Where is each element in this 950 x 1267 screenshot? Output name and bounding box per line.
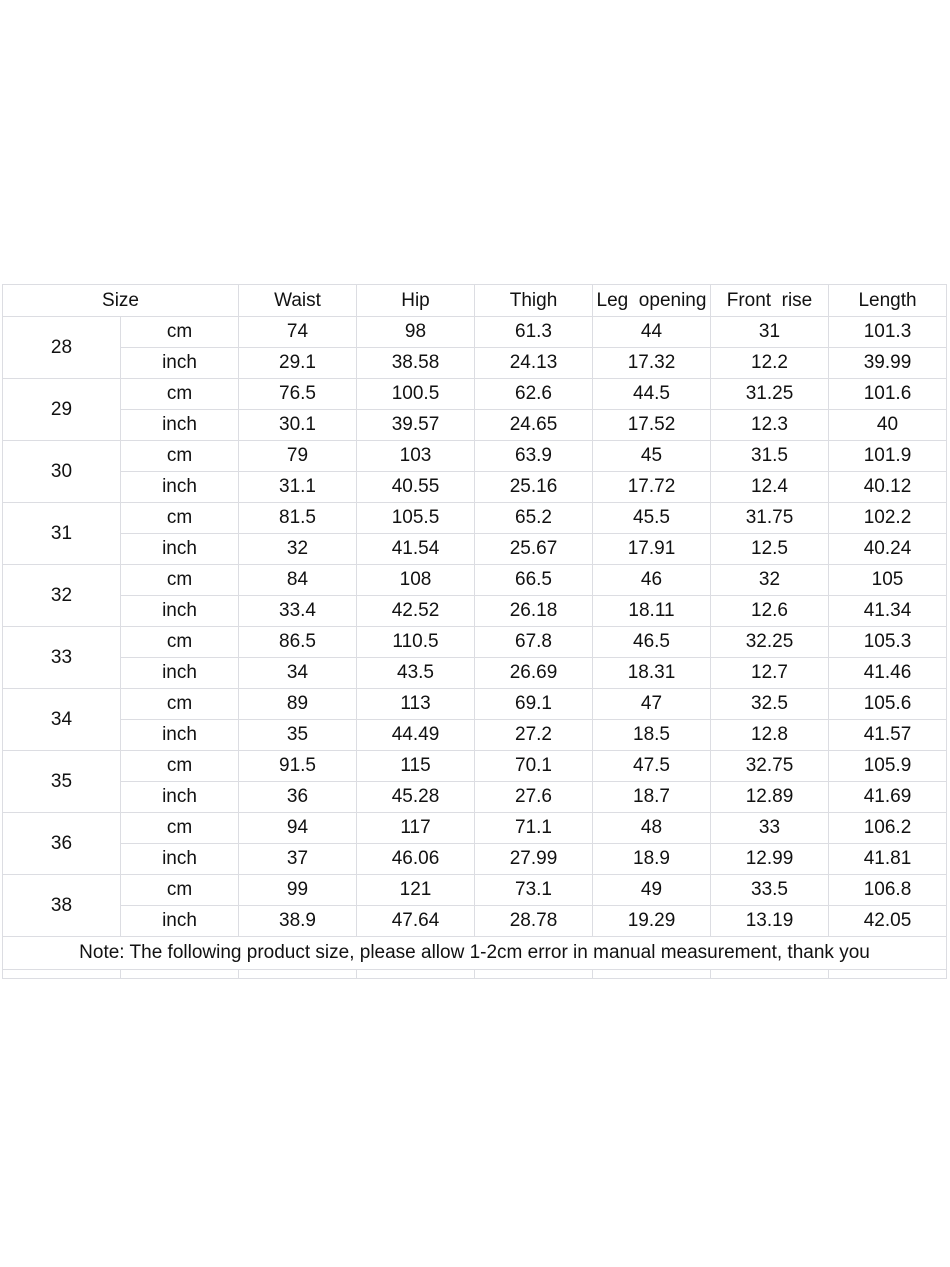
length-cell: 40 (829, 410, 947, 441)
leg-opening-cell: 17.52 (593, 410, 711, 441)
hip-cell: 46.06 (357, 844, 475, 875)
hip-cell: 117 (357, 813, 475, 844)
front-rise-cell: 31.75 (711, 503, 829, 534)
unit-label: cm (121, 565, 239, 596)
header-waist: Waist (239, 285, 357, 317)
unit-label: inch (121, 472, 239, 503)
waist-cell: 38.9 (239, 906, 357, 937)
size-cell: 35 (3, 751, 121, 813)
unit-label: inch (121, 658, 239, 689)
front-rise-cell: 33.5 (711, 875, 829, 906)
hip-cell: 100.5 (357, 379, 475, 410)
table-row (3, 875, 947, 906)
waist-cell: 89 (239, 689, 357, 720)
size-cell: 32 (3, 565, 121, 627)
thigh-cell: 26.18 (475, 596, 593, 627)
header-leg-opening: Leg opening (593, 285, 711, 317)
waist-cell: 84 (239, 565, 357, 596)
header-row (3, 285, 947, 317)
hip-cell: 113 (357, 689, 475, 720)
leg-opening-cell: 17.72 (593, 472, 711, 503)
length-cell: 106.2 (829, 813, 947, 844)
front-rise-cell: 32.5 (711, 689, 829, 720)
table-row (3, 782, 947, 813)
table-row (3, 813, 947, 844)
empty-cell (121, 970, 239, 979)
table-row (3, 751, 947, 782)
hip-cell: 39.57 (357, 410, 475, 441)
unit-label: cm (121, 317, 239, 348)
size-cell: 33 (3, 627, 121, 689)
thigh-cell: 24.13 (475, 348, 593, 379)
front-rise-cell: 13.19 (711, 906, 829, 937)
hip-cell: 41.54 (357, 534, 475, 565)
waist-cell: 34 (239, 658, 357, 689)
unit-label: inch (121, 844, 239, 875)
front-rise-cell: 12.89 (711, 782, 829, 813)
leg-opening-cell: 48 (593, 813, 711, 844)
hip-cell: 103 (357, 441, 475, 472)
thigh-cell: 28.78 (475, 906, 593, 937)
front-rise-cell: 32 (711, 565, 829, 596)
thigh-cell: 61.3 (475, 317, 593, 348)
leg-opening-cell: 47.5 (593, 751, 711, 782)
length-cell: 105.3 (829, 627, 947, 658)
front-rise-cell: 12.4 (711, 472, 829, 503)
waist-cell: 74 (239, 317, 357, 348)
empty-grid-row (3, 970, 947, 979)
hip-cell: 105.5 (357, 503, 475, 534)
table-row (3, 379, 947, 410)
front-rise-cell: 31.25 (711, 379, 829, 410)
hip-cell: 44.49 (357, 720, 475, 751)
unit-label: cm (121, 875, 239, 906)
front-rise-cell: 32.75 (711, 751, 829, 782)
waist-cell: 36 (239, 782, 357, 813)
leg-opening-cell: 18.31 (593, 658, 711, 689)
unit-label: cm (121, 627, 239, 658)
table-row (3, 441, 947, 472)
length-cell: 42.05 (829, 906, 947, 937)
size-cell: 28 (3, 317, 121, 379)
table-row (3, 565, 947, 596)
leg-opening-cell: 18.5 (593, 720, 711, 751)
size-cell: 38 (3, 875, 121, 937)
hip-cell: 98 (357, 317, 475, 348)
front-rise-cell: 12.8 (711, 720, 829, 751)
length-cell: 41.57 (829, 720, 947, 751)
thigh-cell: 66.5 (475, 565, 593, 596)
table-row (3, 534, 947, 565)
unit-label: inch (121, 534, 239, 565)
length-cell: 105.9 (829, 751, 947, 782)
length-cell: 41.34 (829, 596, 947, 627)
size-cell: 29 (3, 379, 121, 441)
table-row (3, 410, 947, 441)
front-rise-cell: 12.6 (711, 596, 829, 627)
thigh-cell: 63.9 (475, 441, 593, 472)
front-rise-cell: 12.2 (711, 348, 829, 379)
table-row (3, 348, 947, 379)
waist-cell: 32 (239, 534, 357, 565)
front-rise-cell: 12.7 (711, 658, 829, 689)
unit-label: cm (121, 441, 239, 472)
table-row (3, 596, 947, 627)
hip-cell: 38.58 (357, 348, 475, 379)
leg-opening-cell: 18.11 (593, 596, 711, 627)
waist-cell: 94 (239, 813, 357, 844)
table-row (3, 720, 947, 751)
size-cell: 36 (3, 813, 121, 875)
thigh-cell: 62.6 (475, 379, 593, 410)
note-row (3, 937, 947, 970)
table-row (3, 658, 947, 689)
table-row (3, 689, 947, 720)
length-cell: 41.69 (829, 782, 947, 813)
front-rise-cell: 33 (711, 813, 829, 844)
length-cell: 106.8 (829, 875, 947, 906)
waist-cell: 31.1 (239, 472, 357, 503)
unit-label: inch (121, 410, 239, 441)
front-rise-cell: 32.25 (711, 627, 829, 658)
table-row (3, 317, 947, 348)
length-cell: 105.6 (829, 689, 947, 720)
empty-cell (711, 970, 829, 979)
waist-cell: 91.5 (239, 751, 357, 782)
waist-cell: 37 (239, 844, 357, 875)
empty-cell (829, 970, 947, 979)
hip-cell: 47.64 (357, 906, 475, 937)
thigh-cell: 25.16 (475, 472, 593, 503)
unit-label: cm (121, 751, 239, 782)
thigh-cell: 73.1 (475, 875, 593, 906)
waist-cell: 29.1 (239, 348, 357, 379)
length-cell: 105 (829, 565, 947, 596)
table-row (3, 844, 947, 875)
thigh-cell: 67.8 (475, 627, 593, 658)
unit-label: inch (121, 906, 239, 937)
table-row (3, 627, 947, 658)
unit-label: inch (121, 782, 239, 813)
thigh-cell: 70.1 (475, 751, 593, 782)
waist-cell: 30.1 (239, 410, 357, 441)
length-cell: 39.99 (829, 348, 947, 379)
front-rise-cell: 12.3 (711, 410, 829, 441)
size-cell: 30 (3, 441, 121, 503)
leg-opening-cell: 18.7 (593, 782, 711, 813)
size-cell: 31 (3, 503, 121, 565)
unit-label: inch (121, 348, 239, 379)
waist-cell: 76.5 (239, 379, 357, 410)
length-cell: 102.2 (829, 503, 947, 534)
front-rise-cell: 12.5 (711, 534, 829, 565)
length-cell: 41.46 (829, 658, 947, 689)
table-row (3, 472, 947, 503)
thigh-cell: 27.6 (475, 782, 593, 813)
leg-opening-cell: 45 (593, 441, 711, 472)
empty-cell (239, 970, 357, 979)
length-cell: 101.9 (829, 441, 947, 472)
empty-cell (357, 970, 475, 979)
empty-cell (3, 970, 121, 979)
thigh-cell: 69.1 (475, 689, 593, 720)
waist-cell: 33.4 (239, 596, 357, 627)
hip-cell: 42.52 (357, 596, 475, 627)
length-cell: 101.3 (829, 317, 947, 348)
unit-label: inch (121, 720, 239, 751)
thigh-cell: 24.65 (475, 410, 593, 441)
table-row (3, 503, 947, 534)
hip-cell: 40.55 (357, 472, 475, 503)
waist-cell: 79 (239, 441, 357, 472)
thigh-cell: 25.67 (475, 534, 593, 565)
leg-opening-cell: 46 (593, 565, 711, 596)
length-cell: 101.6 (829, 379, 947, 410)
length-cell: 40.24 (829, 534, 947, 565)
unit-label: cm (121, 813, 239, 844)
front-rise-cell: 31 (711, 317, 829, 348)
thigh-cell: 27.2 (475, 720, 593, 751)
header-front-rise: Front rise (711, 285, 829, 317)
leg-opening-cell: 19.29 (593, 906, 711, 937)
front-rise-cell: 31.5 (711, 441, 829, 472)
thigh-cell: 26.69 (475, 658, 593, 689)
unit-label: cm (121, 379, 239, 410)
empty-cell (593, 970, 711, 979)
length-cell: 41.81 (829, 844, 947, 875)
header-hip: Hip (357, 285, 475, 317)
leg-opening-cell: 47 (593, 689, 711, 720)
leg-opening-cell: 18.9 (593, 844, 711, 875)
leg-opening-cell: 17.91 (593, 534, 711, 565)
thigh-cell: 71.1 (475, 813, 593, 844)
table-row (3, 906, 947, 937)
size-chart-table (2, 284, 947, 979)
header-thigh: Thigh (475, 285, 593, 317)
leg-opening-cell: 44.5 (593, 379, 711, 410)
unit-label: cm (121, 689, 239, 720)
leg-opening-cell: 46.5 (593, 627, 711, 658)
thigh-cell: 65.2 (475, 503, 593, 534)
hip-cell: 108 (357, 565, 475, 596)
hip-cell: 45.28 (357, 782, 475, 813)
hip-cell: 110.5 (357, 627, 475, 658)
hip-cell: 115 (357, 751, 475, 782)
leg-opening-cell: 17.32 (593, 348, 711, 379)
leg-opening-cell: 45.5 (593, 503, 711, 534)
header-size: Size (3, 285, 239, 317)
leg-opening-cell: 44 (593, 317, 711, 348)
unit-label: inch (121, 596, 239, 627)
front-rise-cell: 12.99 (711, 844, 829, 875)
hip-cell: 43.5 (357, 658, 475, 689)
waist-cell: 81.5 (239, 503, 357, 534)
header-length: Length (829, 285, 947, 317)
leg-opening-cell: 49 (593, 875, 711, 906)
size-cell: 34 (3, 689, 121, 751)
waist-cell: 35 (239, 720, 357, 751)
thigh-cell: 27.99 (475, 844, 593, 875)
empty-cell (475, 970, 593, 979)
length-cell: 40.12 (829, 472, 947, 503)
unit-label: cm (121, 503, 239, 534)
waist-cell: 99 (239, 875, 357, 906)
hip-cell: 121 (357, 875, 475, 906)
measurement-note: Note: The following product size, please allow 1-2cm error in manual measurement, thank you (3, 937, 947, 970)
waist-cell: 86.5 (239, 627, 357, 658)
